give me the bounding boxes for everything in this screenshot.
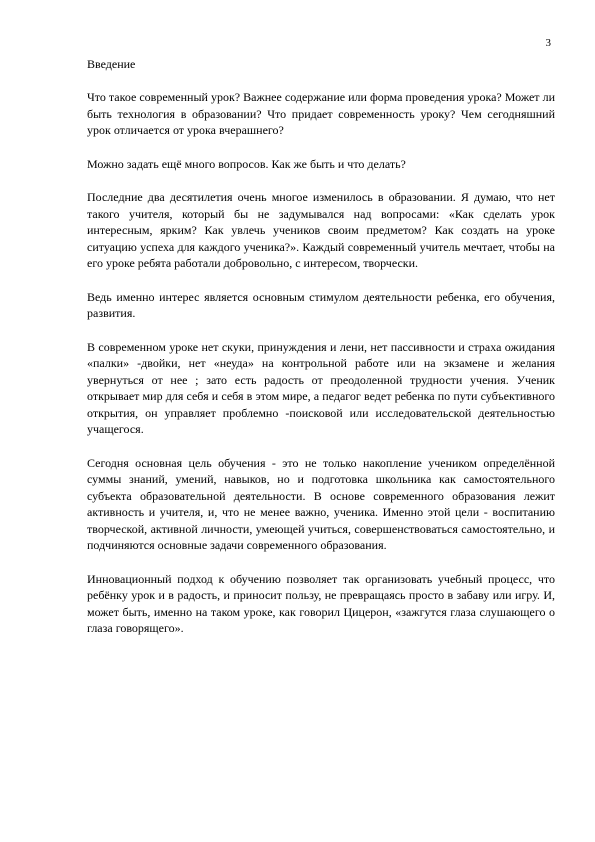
paragraph-6: Сегодня основная цель обучения - это не только накопление учеником определённой суммы знаний, умений, навыков, но и подготовка школьника как самостоятельного субъекта образовательной деятельности. В основе современного образования лежит активность и учителя, и, что не менее важно, ученика. Именно этой цели - воспитанию творческой, активной личности, умеющей учиться, совершенствоваться самостоятельно, и подчиняются основные задачи современного образования.	[87, 455, 555, 552]
paragraph-5: В современном уроке нет скуки, принуждения и лени, нет пассивности и страха ожидания «палки» -двойки, нет «неуда» на контрольной работе или на экзамене и желания увернуться от нее ; зато есть радость от преодоленной трудности учения. Ученик открывает мир для себя и себя в этом мире, а педагог ведет ребенка по пути субъективного открытия, он управляет проблемно -поисковой или исследовательской деятельностью учащегося.	[87, 339, 555, 436]
document-body	[87, 57, 555, 654]
page-number: 3	[545, 37, 551, 49]
paragraph-7: Инновационный подход к обучению позволяет так организовать учебный процесс, что ребёнку урок и в радость, и приносит пользу, не превращаясь просто в забаву или игру. И, может быть, именно на таком уроке, как говорил Цицерон, «зажгутся глаза слушающего о глаза говорящего».	[87, 571, 555, 635]
paragraph-1: Что такое современный урок? Важнее содержание или форма проведения урока? Может ли быть технология в образовании? Что придает современность уроку? Чем сегодняшний урок отличается от урока вчерашнего?	[87, 90, 555, 137]
paragraph-2: Можно задать ещё много вопросов. Как же быть и что делать?	[87, 156, 406, 171]
paragraph-3: Последние два десятилетия очень многое изменилось в образовании. Я думаю, что нет такого учителя, который бы не задумывался над вопросами: «Как сделать урок интересным, ярким? Как увлечь учеников своим предметом? Как создать на уроке ситуацию успеха для каждого ученика?». Каждый современный учитель мечтает, чтобы на его уроке ребята работали добровольно, с интересом, творчески.	[87, 190, 555, 270]
section-heading: Введение	[87, 57, 136, 71]
paragraph-4: Ведь именно интерес является основным стимулом деятельности ребенка, его обучения, развития.	[87, 289, 555, 320]
